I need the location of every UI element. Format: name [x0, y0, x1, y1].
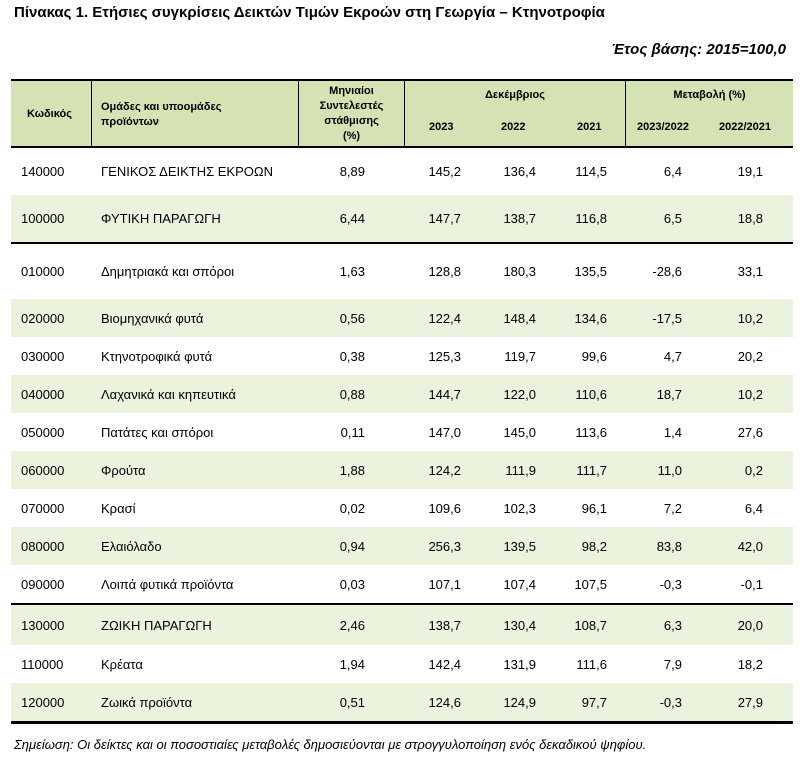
row-ch2: 19,1	[737, 164, 763, 179]
row-v2021: 96,1	[581, 500, 607, 516]
row-weight: 8,89	[339, 164, 365, 179]
table-row	[11, 683, 793, 721]
row-name: Ελαιόλαδο	[101, 538, 162, 554]
header-groups-line1: Ομάδες και υποομάδες	[101, 101, 222, 113]
header-year-2023: 2023	[429, 121, 454, 133]
row-v2021: 135,5	[574, 264, 607, 279]
table-row	[11, 413, 793, 451]
row-ch2: 6,4	[744, 500, 763, 516]
row-v2023: 144,7	[428, 386, 461, 402]
header-weights-line3: στάθμισης	[324, 115, 379, 127]
row-ch2: 18,8	[737, 211, 763, 226]
row-ch1: 6,4	[663, 164, 682, 179]
header-year-2022: 2022	[501, 121, 526, 133]
row-ch1: 7,2	[663, 500, 682, 516]
row-name: Ζωικά προϊόντα	[101, 694, 193, 710]
row-code: 080000	[21, 538, 65, 554]
table-body	[11, 148, 793, 721]
row-v2021: 97,7	[581, 694, 607, 710]
row-ch1: 7,9	[663, 656, 682, 672]
row-v2023: 256,3	[428, 538, 461, 554]
row-v2021: 134,6	[574, 310, 607, 326]
table-row	[11, 148, 793, 195]
table-row	[11, 565, 793, 603]
row-name: ΖΩΙΚΗ ΠΑΡΑΓΩΓΗ	[101, 617, 212, 633]
row-name: Κρασί	[101, 500, 136, 516]
row-code: 070000	[21, 500, 65, 516]
row-weight: 0,02	[339, 500, 365, 516]
row-v2022: 107,4	[503, 576, 536, 592]
row-weight: 0,94	[339, 538, 365, 554]
row-v2022: 136,4	[503, 164, 536, 179]
row-v2022: 148,4	[503, 310, 536, 326]
row-v2021: 111,7	[576, 462, 607, 478]
row-ch1: -17,5	[652, 310, 682, 326]
row-name: Βιομηχανικά φυτά	[101, 310, 204, 326]
row-v2022: 139,5	[503, 538, 536, 554]
row-v2022: 145,0	[503, 424, 536, 440]
row-ch1: 1,4	[663, 424, 682, 440]
row-ch2: 33,1	[737, 264, 763, 279]
header-december: Δεκέμβριος	[485, 89, 545, 101]
row-v2023: 128,8	[428, 264, 461, 279]
row-ch1: 11,0	[657, 462, 682, 478]
header-change: Μεταβολή (%)	[673, 89, 746, 101]
header-weights-line1: Μηνιαίοι	[329, 85, 374, 97]
price-index-table	[11, 79, 793, 724]
row-name: Λαχανικά και κηπευτικά	[101, 386, 236, 402]
row-ch2: 10,2	[737, 310, 763, 326]
row-v2023: 109,6	[428, 500, 461, 516]
table-header	[11, 81, 793, 148]
row-code: 100000	[21, 211, 65, 226]
row-name: ΦΥΤΙΚΗ ΠΑΡΑΓΩΓΗ	[101, 211, 221, 226]
row-ch2: 20,0	[737, 617, 763, 633]
row-name: Πατάτες και σπόροι	[101, 424, 214, 440]
row-v2023: 142,4	[428, 656, 461, 672]
row-weight: 1,88	[339, 462, 365, 478]
row-ch1: 4,7	[663, 348, 682, 364]
row-weight: 0,03	[339, 576, 365, 592]
header-code: Κωδικός	[27, 108, 72, 120]
table-row	[11, 195, 793, 242]
row-v2022: 138,7	[503, 211, 536, 226]
row-code: 130000	[21, 617, 65, 633]
row-v2021: 108,7	[574, 617, 607, 633]
table-row	[11, 645, 793, 683]
row-v2022: 119,7	[504, 348, 536, 364]
row-weight: 1,63	[339, 264, 365, 279]
table-row	[11, 603, 793, 645]
table-row	[11, 299, 793, 337]
row-weight: 0,38	[339, 348, 365, 364]
row-weight: 0,11	[340, 424, 365, 440]
row-code: 120000	[21, 694, 65, 710]
row-weight: 0,56	[339, 310, 365, 326]
row-ch2: 42,0	[737, 538, 763, 554]
row-v2023: 107,1	[428, 576, 461, 592]
table-row	[11, 451, 793, 489]
row-ch2: 27,9	[737, 694, 763, 710]
row-name: ΓΕΝΙΚΟΣ ΔΕΙΚΤΗΣ ΕΚΡΟΩΝ	[101, 164, 273, 179]
row-code: 010000	[21, 264, 65, 279]
row-weight: 6,44	[339, 211, 365, 226]
row-v2022: 111,9	[505, 462, 536, 478]
row-name: Κρέατα	[101, 656, 143, 672]
row-ch2: 27,6	[737, 424, 763, 440]
row-weight: 0,51	[339, 694, 365, 710]
row-ch1: 6,3	[663, 617, 682, 633]
row-name: Κτηνοτροφικά φυτά	[101, 348, 213, 364]
row-code: 060000	[21, 462, 65, 478]
row-v2023: 122,4	[428, 310, 461, 326]
table-row	[11, 242, 793, 299]
header-weights-line2: Συντελεστές	[319, 100, 384, 112]
header-year-2021: 2021	[577, 121, 602, 133]
header-change-2022-2021: 2022/2021	[719, 121, 771, 133]
row-weight: 0,88	[339, 386, 365, 402]
table-row	[11, 527, 793, 565]
row-code: 110000	[21, 656, 64, 672]
row-v2022: 131,9	[503, 656, 536, 672]
row-ch1: 18,7	[656, 386, 682, 402]
row-v2022: 102,3	[503, 500, 536, 516]
row-ch2: 18,2	[737, 656, 763, 672]
row-v2021: 98,2	[581, 538, 607, 554]
row-v2023: 145,2	[428, 164, 461, 179]
row-code: 040000	[21, 386, 65, 402]
row-ch1: -0,3	[659, 694, 682, 710]
row-name: Δημητριακά και σπόροι	[101, 264, 235, 279]
row-v2021: 111,6	[576, 656, 607, 672]
row-v2021: 110,6	[575, 386, 607, 402]
header-groups-line2: προϊόντων	[101, 116, 159, 128]
row-v2021: 113,6	[575, 424, 607, 440]
header-weights-line4: (%)	[342, 130, 361, 142]
row-code: 140000	[21, 164, 65, 179]
row-code: 020000	[21, 310, 65, 326]
footnote: Σημείωση: Οι δείκτες και οι ποσοστιαίες μεταβολές δημοσιεύονται με στρογγυλοποίηση ενός δεκαδικού ψηφίου.	[14, 737, 647, 752]
row-weight: 1,94	[339, 656, 365, 672]
row-ch1: 6,5	[663, 211, 682, 226]
row-v2021: 114,5	[575, 164, 607, 179]
row-name: Λοιπά φυτικά προϊόντα	[101, 576, 234, 592]
table-row	[11, 375, 793, 413]
row-ch1: -28,6	[652, 264, 682, 279]
row-v2022: 180,3	[503, 264, 536, 279]
row-v2021: 107,5	[574, 576, 607, 592]
row-name: Φρούτα	[101, 462, 146, 478]
row-v2023: 125,3	[428, 348, 461, 364]
row-code: 030000	[21, 348, 65, 364]
row-v2022: 130,4	[503, 617, 536, 633]
row-v2023: 124,2	[428, 462, 461, 478]
row-v2023: 138,7	[428, 617, 461, 633]
row-ch1: 83,8	[656, 538, 682, 554]
row-v2022: 122,0	[503, 386, 536, 402]
row-ch2: 0,2	[744, 462, 763, 478]
header-change-2023-2022: 2023/2022	[637, 121, 689, 133]
row-v2023: 147,7	[428, 211, 461, 226]
row-v2022: 124,9	[503, 694, 536, 710]
row-ch2: 20,2	[737, 348, 763, 364]
table-row	[11, 489, 793, 527]
row-v2023: 124,6	[428, 694, 461, 710]
base-year: Έτος βάσης: 2015=100,0	[611, 41, 786, 58]
row-v2021: 116,8	[575, 211, 607, 226]
row-code: 090000	[21, 576, 65, 592]
table-title: Πίνακας 1. Ετήσιες συγκρίσεις Δεικτών Τιμών Εκροών στη Γεωργία – Κτηνοτροφία	[14, 4, 605, 21]
row-ch1: -0,3	[659, 576, 682, 592]
table-row	[11, 337, 793, 375]
row-ch2: 10,2	[737, 386, 763, 402]
row-weight: 2,46	[339, 617, 365, 633]
row-v2021: 99,6	[581, 348, 607, 364]
row-v2023: 147,0	[428, 424, 461, 440]
row-code: 050000	[21, 424, 65, 440]
row-ch2: -0,1	[740, 576, 763, 592]
